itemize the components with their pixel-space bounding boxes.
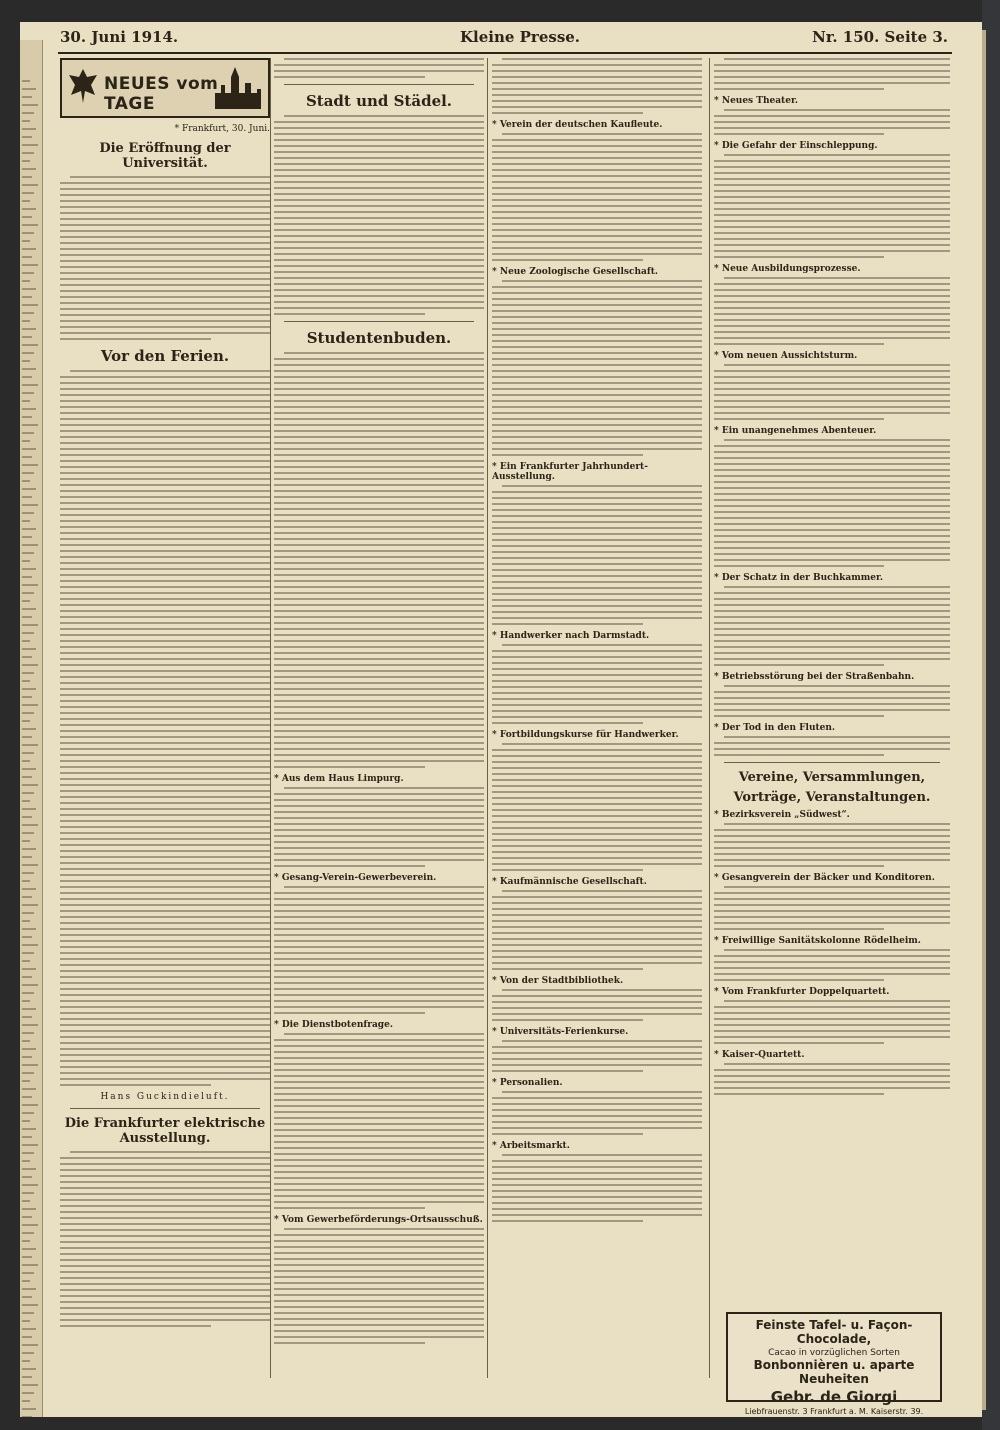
- news-item-body: [714, 823, 950, 867]
- news-item-body: [714, 364, 950, 420]
- news-item-heading: * Ein Frankfurter Jahrhundert-Ausstellung.: [492, 462, 648, 482]
- news-item-body: [714, 886, 950, 930]
- news-item-heading: * Betriebsstörung bei der Straßenbahn.: [714, 672, 915, 682]
- news-item-heading: * Aus dem Haus Limpurg.: [274, 774, 404, 784]
- eagle-emblem-icon: [65, 65, 101, 107]
- section-title: NEUES vom TAGE: [104, 74, 219, 114]
- news-item-body: [492, 1091, 702, 1135]
- cathedral-skyline-icon: [211, 63, 265, 111]
- ad-line-1: Feinste Tafel- u. Façon-Chocolade,: [755, 1318, 913, 1346]
- article-signature: Hans Guckindieluft.: [100, 1092, 230, 1102]
- news-item-body: [714, 1063, 950, 1095]
- issue-date: 30. Juni 1914.: [60, 28, 179, 46]
- chocolate-advertisement: [726, 1312, 942, 1416]
- news-item-heading: * Vom neuen Aussichtsturm.: [714, 351, 858, 361]
- news-item-heading: * Gesangverein der Bäcker und Konditoren.: [714, 873, 935, 883]
- article-heading: Vor den Ferien.: [100, 347, 230, 365]
- news-item-body: [492, 485, 702, 625]
- column-rule: [487, 58, 488, 1378]
- news-item-body: [492, 58, 702, 114]
- news-item-body: [714, 586, 950, 666]
- article-heading: Stadt und Städel.: [305, 92, 453, 110]
- column-4: [714, 58, 950, 1398]
- article-body: [274, 58, 484, 78]
- news-item-body: [274, 1228, 484, 1344]
- section-heading: Vorträge, Veranstaltungen.: [733, 790, 931, 805]
- news-item-body: [714, 736, 950, 756]
- article-body: [60, 370, 270, 1086]
- page-header: [60, 28, 948, 50]
- news-item-heading: * Der Schatz in der Buchkammer.: [714, 573, 884, 583]
- news-item-heading: * Neue Zoologische Gesellschaft.: [492, 267, 658, 277]
- article-body: [274, 352, 484, 768]
- ad-line-2: Cacao in vorzüglichen Sorten: [768, 1348, 900, 1358]
- news-item-body: [492, 890, 702, 970]
- news-item-heading: * Personalien.: [492, 1078, 563, 1088]
- news-item-heading: * Der Tod in den Fluten.: [714, 723, 836, 733]
- news-item-body: [714, 949, 950, 981]
- news-item-body: [492, 989, 702, 1021]
- column-rule: [709, 58, 710, 1378]
- news-item-body: [274, 1033, 484, 1209]
- news-item-heading: * Von der Stadtbibliothek.: [492, 976, 624, 986]
- news-item-heading: * Arbeitsmarkt.: [492, 1141, 570, 1151]
- news-item-body: [714, 109, 950, 135]
- news-item-body: [274, 787, 484, 867]
- header-rule: [58, 52, 952, 54]
- section-masthead: [60, 58, 270, 118]
- news-item-heading: * Kaufmännische Gesellschaft.: [492, 877, 647, 887]
- news-item-heading: * Die Dienstbotenfrage.: [274, 1020, 393, 1030]
- column-2: [274, 58, 484, 1398]
- column-rule: [270, 58, 271, 1378]
- news-item-body: [714, 58, 950, 90]
- news-item-body: [714, 1000, 950, 1044]
- binding-edge: [982, 0, 1000, 1430]
- section-heading: Vereine, Versammlungen,: [738, 770, 926, 785]
- news-item-heading: * Vom Frankfurter Doppelquartett.: [714, 987, 890, 997]
- news-item-heading: * Kaiser-Quartett.: [714, 1050, 805, 1060]
- ad-line-3: Bonbonnièren u. aparte Neuheiten: [753, 1358, 915, 1386]
- news-item-heading: * Ein unangenehmes Abenteuer.: [714, 426, 877, 436]
- news-item-heading: * Verein der deutschen Kaufleute.: [492, 120, 663, 130]
- news-item-heading: * Neue Ausbildungsprozesse.: [714, 264, 861, 274]
- page-number: Nr. 150. Seite 3.: [812, 28, 948, 46]
- dateline: * Frankfurt, 30. Juni.: [174, 124, 270, 134]
- news-item-body: [492, 280, 702, 456]
- news-item-heading: * Vom Gewerbeförderungs-Ortsausschuß.: [274, 1215, 483, 1225]
- news-item-body: [492, 644, 702, 724]
- news-item-body: [714, 685, 950, 717]
- article-heading: Die Frankfurter elektrische Ausstellung.: [64, 1116, 266, 1146]
- previous-page-strip: [20, 40, 43, 1417]
- news-item-body: [492, 1154, 702, 1222]
- ad-company-name: Gebr. de Giorgi: [770, 1388, 898, 1406]
- news-item-heading: * Freiwillige Sanitätskolonne Rödelheim.: [714, 936, 921, 946]
- news-item-body: [492, 743, 702, 871]
- news-item-heading: * Handwerker nach Darmstadt.: [492, 631, 650, 641]
- news-item-body: [274, 886, 484, 1014]
- news-item-body: [714, 277, 950, 345]
- article-heading: Studentenbuden.: [306, 329, 452, 347]
- news-item-heading: * Gesang-Verein-Gewerbeverein.: [274, 873, 437, 883]
- news-item-heading: * Die Gefahr der Einschleppung.: [714, 141, 878, 151]
- newspaper-title: Kleine Presse.: [460, 28, 581, 46]
- column-1: [60, 58, 270, 1398]
- news-item-body: [492, 133, 702, 261]
- news-item-heading: * Neues Theater.: [714, 96, 798, 106]
- news-item-body: [492, 1040, 702, 1072]
- ad-address: Liebfrauenstr. 3 Frankfurt a. M. Kaiserstr. 39.: [744, 1407, 924, 1416]
- news-item-heading: * Universitäts-Ferienkurse.: [492, 1027, 629, 1037]
- article-body: [60, 1151, 270, 1327]
- newspaper-page: [20, 22, 982, 1417]
- article-heading: Die Eröffnung der Universität.: [99, 141, 231, 171]
- article-body: [60, 176, 270, 340]
- article-body: [274, 115, 484, 315]
- news-item-body: [714, 154, 950, 258]
- news-item-heading: * Bezirksverein „Südwest“.: [714, 810, 850, 820]
- news-item-body: [714, 439, 950, 567]
- column-3: [492, 58, 702, 1398]
- news-item-heading: * Fortbildungskurse für Handwerker.: [492, 730, 679, 740]
